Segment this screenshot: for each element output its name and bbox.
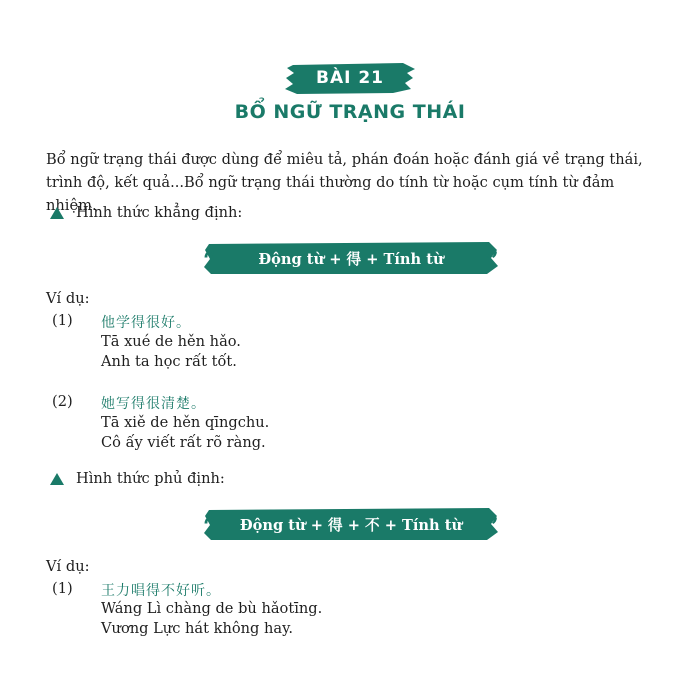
close-quote-icon: ” bbox=[486, 514, 499, 540]
lesson-badge bbox=[283, 61, 417, 95]
affirmative-heading-label: Hình thức khẳng định: bbox=[76, 204, 243, 221]
example-chinese: 王力唱得不好听。 bbox=[101, 583, 221, 599]
example-translation: Anh ta học rất tốt. bbox=[101, 353, 237, 370]
example-chinese: 她写得很清楚。 bbox=[101, 396, 206, 412]
triangle-bullet-icon bbox=[50, 473, 64, 485]
example-number: (1) bbox=[52, 312, 73, 329]
example-translation: Vương Lực hát không hay. bbox=[101, 620, 294, 637]
open-quote-icon: “ bbox=[203, 514, 216, 540]
negative-formula-box bbox=[203, 507, 499, 541]
lesson-number: BÀI 21 bbox=[315, 68, 384, 88]
example-number: (1) bbox=[52, 580, 73, 597]
example-pinyin: Wáng Lì chàng de bù hǎotīng. bbox=[101, 600, 323, 617]
example-pinyin: Tā xué de hěn hǎo. bbox=[101, 333, 241, 350]
triangle-bullet-icon bbox=[50, 207, 64, 219]
intro-paragraph: Bổ ngữ trạng thái được dùng để miêu tả, phán đoán hoặc đánh giá về trạng thái, trình độ, kết quả...Bổ ngữ trạng thái thường do tính từ hoặc cụm tính từ đảm nhiệm. bbox=[46, 151, 643, 214]
examples-label: Ví dụ: bbox=[46, 558, 90, 575]
open-quote-icon: “ bbox=[203, 248, 216, 274]
examples-label: Ví dụ: bbox=[46, 290, 90, 307]
example-translation: Cô ấy viết rất rõ ràng. bbox=[101, 434, 266, 451]
example-pinyin: Tā xiě de hěn qīngchu. bbox=[101, 414, 270, 431]
negative-formula: Động từ + 得 + 不 + Tính từ bbox=[239, 516, 463, 534]
negative-heading-label: Hình thức phủ định: bbox=[76, 470, 225, 487]
close-quote-icon: ” bbox=[486, 248, 499, 274]
example-chinese: 他学得很好。 bbox=[101, 315, 191, 331]
affirmative-formula: Động từ + 得 + Tính từ bbox=[258, 250, 444, 268]
affirmative-formula-box bbox=[203, 241, 499, 275]
affirmative-heading bbox=[46, 204, 242, 221]
lesson-title: BỔ NGỮ TRẠNG THÁI bbox=[234, 101, 466, 123]
example-number: (2) bbox=[52, 393, 73, 410]
negative-heading bbox=[46, 470, 225, 487]
